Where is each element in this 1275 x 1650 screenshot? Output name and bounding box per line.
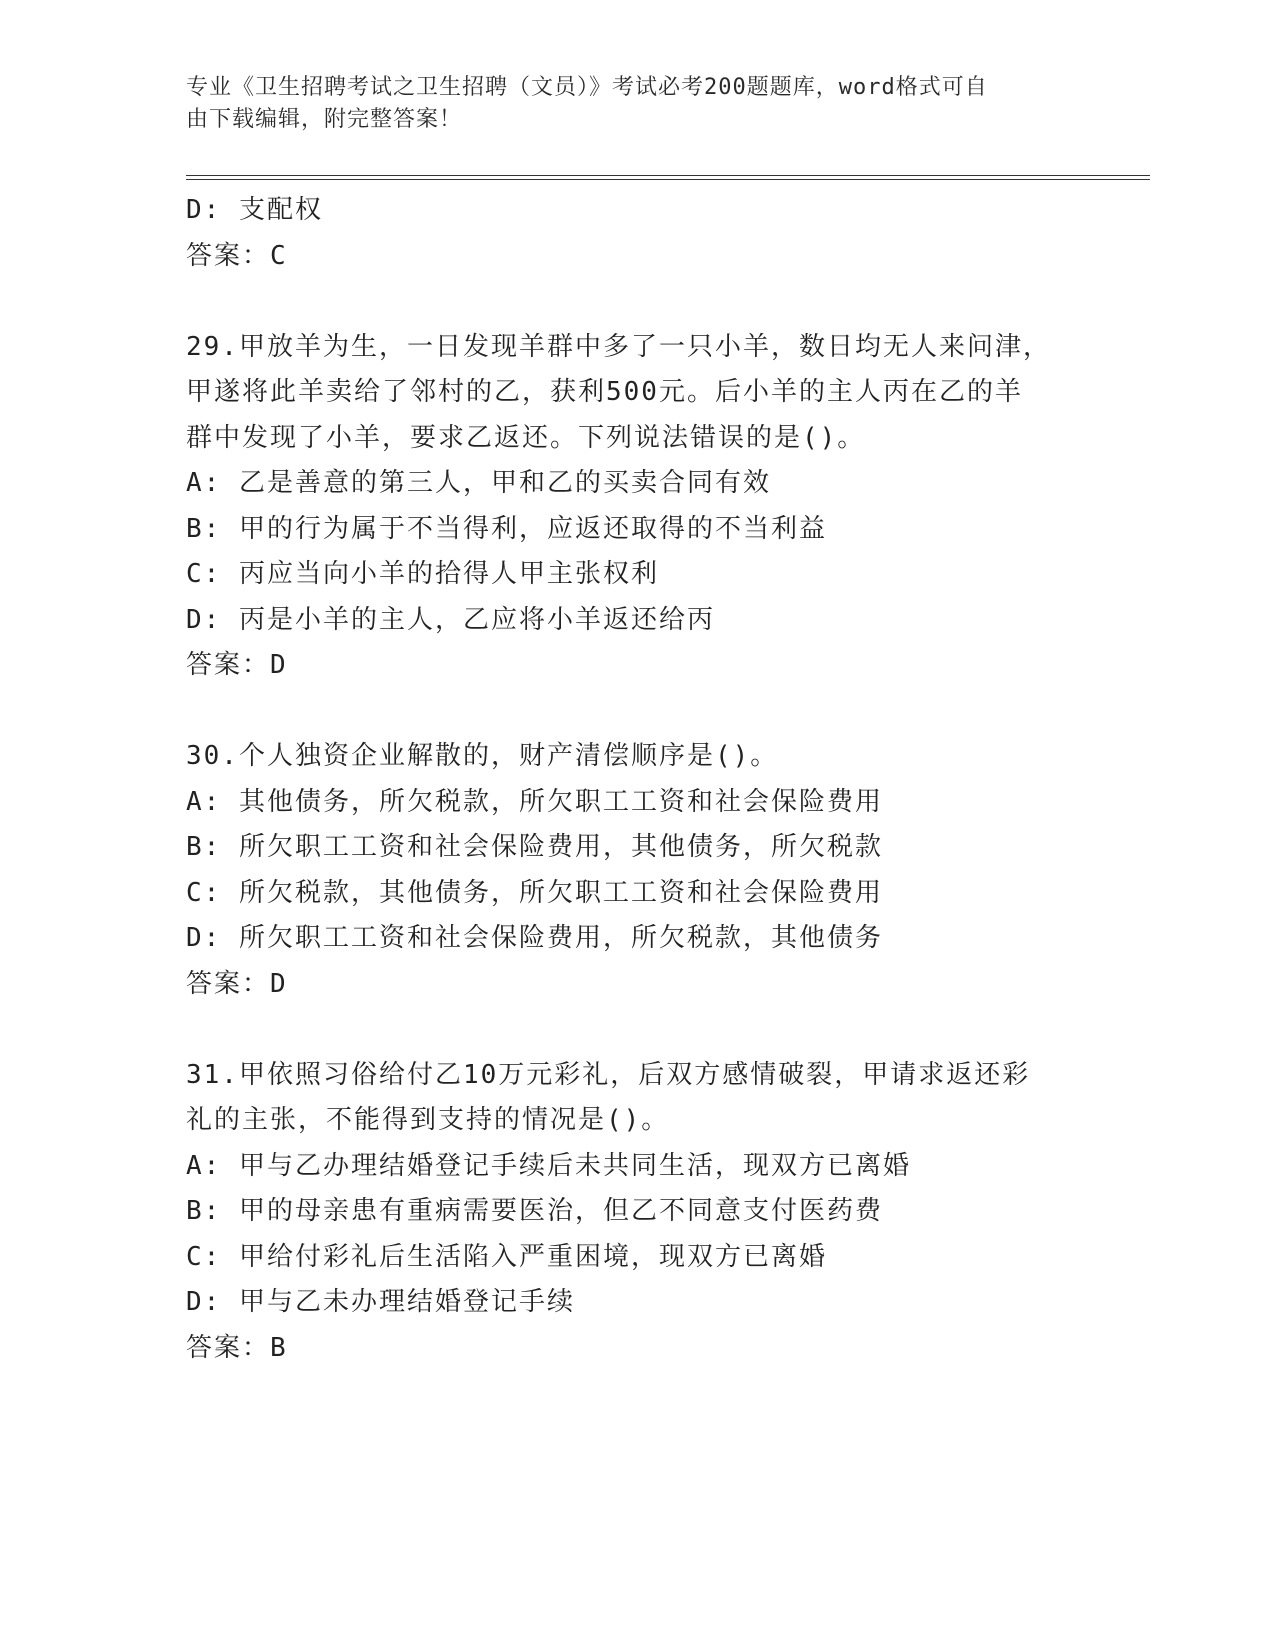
spacer	[186, 689, 1086, 735]
option-b: B: 所欠职工工资和社会保险费用，其他债务，所欠税款	[186, 832, 883, 862]
question-29	[186, 325, 1086, 689]
question-stem-line: 群中发现了小羊，要求乙返还。下列说法错误的是()。	[186, 422, 866, 453]
option-a: A: 其他债务，所欠税款，所欠职工工资和社会保险费用	[186, 786, 883, 817]
question-stem-line: 31.甲依照习俗给付乙10万元彩礼，后双方感情破裂，甲请求返还彩	[186, 1059, 1031, 1090]
previous-question-tail	[186, 188, 1086, 279]
header-line-2: 由下载编辑，附完整答案！	[186, 107, 463, 132]
spacer	[186, 279, 1086, 325]
question-30	[186, 734, 1086, 1007]
answer-line: 答案：D	[186, 650, 288, 680]
question-stem-line: 30.个人独资企业解散的，财产清偿顺序是()。	[186, 741, 779, 771]
answer-line: 答案：B	[186, 1332, 288, 1363]
option-b: B: 甲的行为属于不当得利，应返还取得的不当利益	[186, 513, 827, 544]
answer-line: 答案：C	[186, 240, 288, 271]
spacer	[186, 1007, 1086, 1053]
question-stem-line: 甲遂将此羊卖给了邻村的乙，获利500元。后小羊的主人丙在乙的羊	[186, 377, 1023, 407]
question-stem-line: 29.甲放羊为生，一日发现羊群中多了一只小羊，数日均无人来问津，	[186, 331, 1051, 362]
option-b: B: 甲的母亲患有重病需要医治，但乙不同意支付医药费	[186, 1196, 883, 1226]
answer-line: 答案：D	[186, 968, 288, 999]
option-c: C: 甲给付彩礼后生活陷入严重困境，现双方已离婚	[186, 1241, 827, 1272]
header-divider	[186, 175, 1150, 180]
header-line-1: 专业《卫生招聘考试之卫生招聘（文员）》考试必考200题题库，word格式可自	[186, 75, 988, 100]
question-list	[186, 188, 1086, 1371]
page-header	[186, 72, 1066, 136]
option-d: D: 所欠职工工资和社会保险费用，所欠税款，其他债务	[186, 923, 883, 953]
option-d: D: 丙是小羊的主人，乙应将小羊返还给丙	[186, 604, 715, 635]
question-31	[186, 1053, 1086, 1372]
option-d: D: 甲与乙未办理结婚登记手续	[186, 1287, 575, 1317]
option-c: C: 所欠税款，其他债务，所欠职工工资和社会保险费用	[186, 877, 883, 908]
option-a: A: 甲与乙办理结婚登记手续后未共同生活，现双方已离婚	[186, 1150, 911, 1181]
option-d: D: 支配权	[186, 195, 323, 225]
option-a: A: 乙是善意的第三人，甲和乙的买卖合同有效	[186, 468, 771, 498]
option-c: C: 丙应当向小羊的拾得人甲主张权利	[186, 559, 659, 589]
question-stem-line: 礼的主张，不能得到支持的情况是()。	[186, 1105, 670, 1135]
